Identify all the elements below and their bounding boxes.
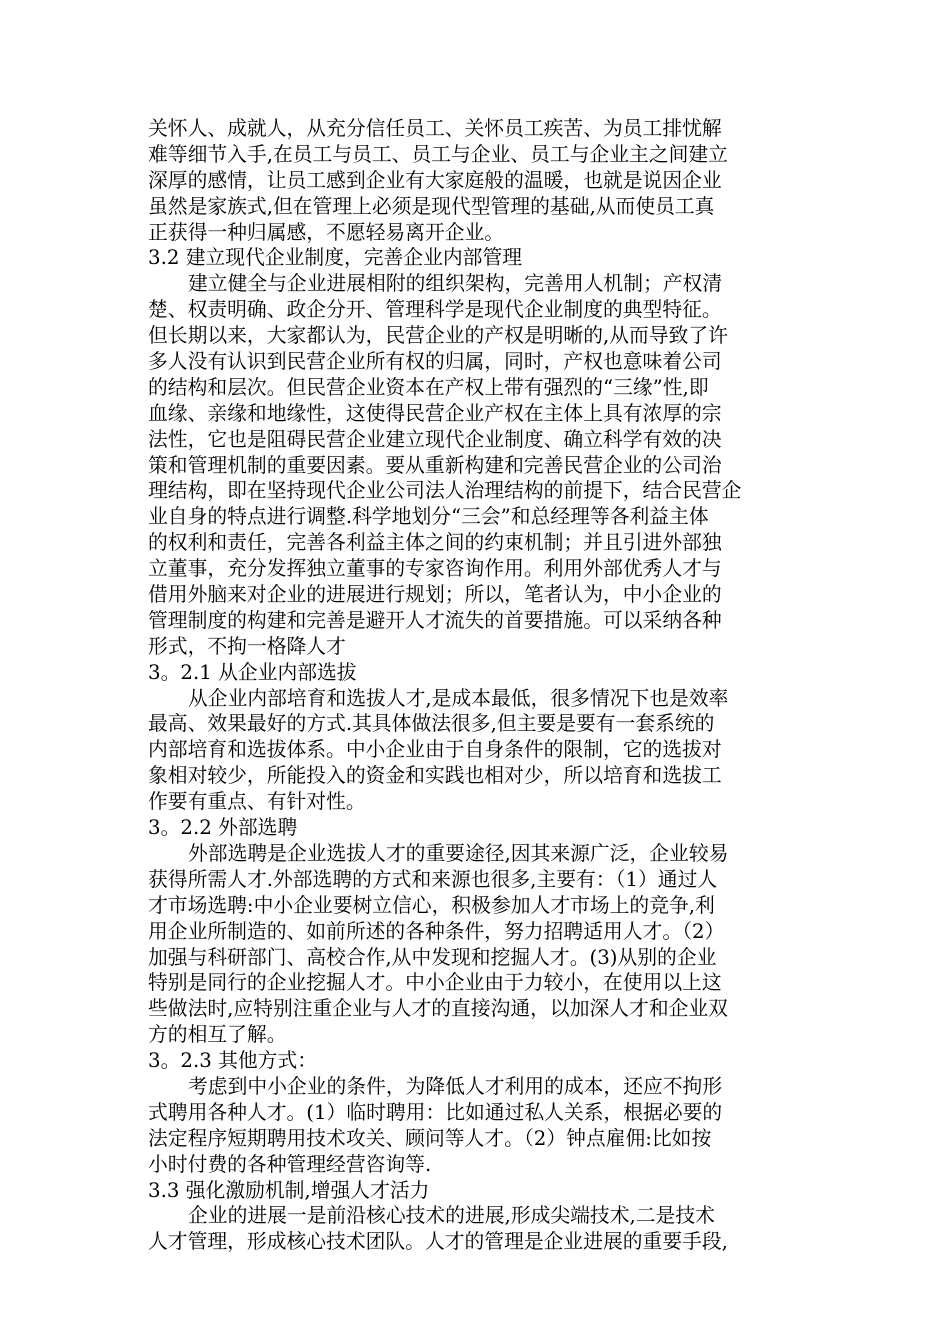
text-line: 管理制度的构建和完善是避开人才流失的首要措施。可以采纳各种 — [148, 608, 722, 632]
paragraph-first-line: 外部选聘是企业选拔人才的重要途径,因其来源广泛，企业较易 — [188, 841, 729, 865]
text-line: 方的相互了解。 — [148, 1023, 287, 1047]
text-line: 式聘用各种人才。(1）临时聘用：比如通过私人关系，根据必要的 — [148, 1100, 723, 1124]
paragraph-first-line: 企业的进展一是前沿核心技术的进展,形成尖端技术,二是技术 — [188, 1204, 715, 1228]
text-line: 些做法时,应特别注重企业与人才的直接沟通，以加深人才和企业双 — [148, 997, 728, 1021]
paragraph-first-line: 从企业内部培育和选拔人才,是成本最低，很多情况下也是效率 — [188, 686, 729, 710]
text-line: 借用外脑来对企业的进展进行规划；所以，笔者认为，中小企业的 — [148, 583, 722, 607]
text-line: 正获得一种归属感，不愿轻易离开企业。 — [148, 220, 505, 244]
text-line: 的权利和责任，完善各利益主体之间的约束机制；并且引进外部独 — [148, 531, 722, 555]
paragraph-first-line: 建立健全与企业进展相附的组织架构，完善用人机制；产权清 — [188, 272, 723, 296]
text-line: 作要有重点、有针对性。 — [148, 790, 366, 814]
text-line: 楚、权责明确、政企分开、管理科学是现代企业制度的典型特征。 — [148, 298, 722, 322]
section-heading: 3.2 建立现代企业制度，完善企业内部管理 — [148, 246, 523, 270]
text-line: 才市场选聘:中小企业要树立信心，积极参加人才市场上的竞争,利 — [148, 893, 715, 917]
text-line: 最高、效果最好的方式.其具体做法很多,但主要是要有一套系统的 — [148, 712, 715, 736]
text-line: 虽然是家族式,但在管理上必须是现代型管理的基础,从而使员工真 — [148, 194, 715, 218]
text-line: 但长期以来，大家都认为，民营企业的产权是明晰的,从而导致了许 — [148, 324, 728, 348]
text-line: 加强与科研部门、高校合作,从中发现和挖掘人才。(3)从别的企业 — [148, 945, 717, 969]
section-heading: 3.3 强化激励机制,增强人才活力 — [148, 1178, 430, 1202]
text-line: 形式，不拘一格降人才 — [148, 634, 346, 658]
text-line: 用企业所制造的、如前所述的各种条件，努力招聘适用人才。（2） — [148, 919, 725, 943]
text-line: 人才管理，形成核心技术团队。人才的管理是企业进展的重要手段, — [148, 1230, 728, 1254]
text-line: 的结构和层次。但民营企业资本在产权上带有强烈的“三缘”性,即 — [148, 375, 709, 399]
text-line: 业自身的特点进行调整.科学地划分“三会”和总经理等各利益主体 — [148, 505, 709, 529]
text-line: 象相对较少，所能投入的资金和实践也相对少，所以培育和选拔工 — [148, 764, 722, 788]
text-line: 获得所需人才.外部选聘的方式和来源也很多,主要有：（1）通过人 — [148, 867, 718, 891]
text-line: 立董事，充分发挥独立董事的专家咨询作用。利用外部优秀人才与 — [148, 557, 722, 581]
text-line: 法性，它也是阻碍民营企业建立现代企业制度、确立科学有效的决 — [148, 427, 722, 451]
text-line: 特别是同行的企业挖掘人才。中小企业由于力较小，在使用以上这 — [148, 971, 722, 995]
text-line: 策和管理机制的重要因素。要从重新构建和完善民营企业的公司治 — [148, 453, 722, 477]
text-line: 法定程序短期聘用技术攻关、顾问等人才。（2）钟点雇佣:比如按 — [148, 1126, 712, 1150]
text-line: 难等细节入手,在员工与员工、员工与企业、员工与企业主之间建立 — [148, 142, 728, 166]
text-line: 理结构，即在坚持现代企业公司法人治理结构的前提下，结合民营企 — [148, 479, 742, 503]
section-heading: 3。2.1 从企业内部选拔 — [148, 660, 357, 684]
paragraph-first-line: 考虑到中小企业的条件，为降低人才利用的成本，还应不拘形 — [188, 1074, 723, 1098]
text-line: 血缘、亲缘和地缘性，这使得民营企业产权在主体上具有浓厚的宗 — [148, 401, 722, 425]
document-page — [148, 116, 808, 1255]
section-heading: 3。2.3 其他方式： — [148, 1049, 318, 1073]
text-line: 小时付费的各种管理经营咨询等. — [148, 1152, 432, 1176]
section-heading: 3。2.2 外部选聘 — [148, 816, 298, 840]
text-line: 深厚的感情，让员工感到企业有大家庭般的温暖，也就是说因企业 — [148, 168, 722, 192]
text-line: 多人没有认识到民营企业所有权的归属，同时，产权也意味着公司 — [148, 350, 722, 374]
text-line: 内部培育和选拔体系。中小企业由于自身条件的限制，它的选拔对 — [148, 738, 722, 762]
text-line: 关怀人、成就人，从充分信任员工、关怀员工疾苦、为员工排忧解 — [148, 117, 722, 140]
